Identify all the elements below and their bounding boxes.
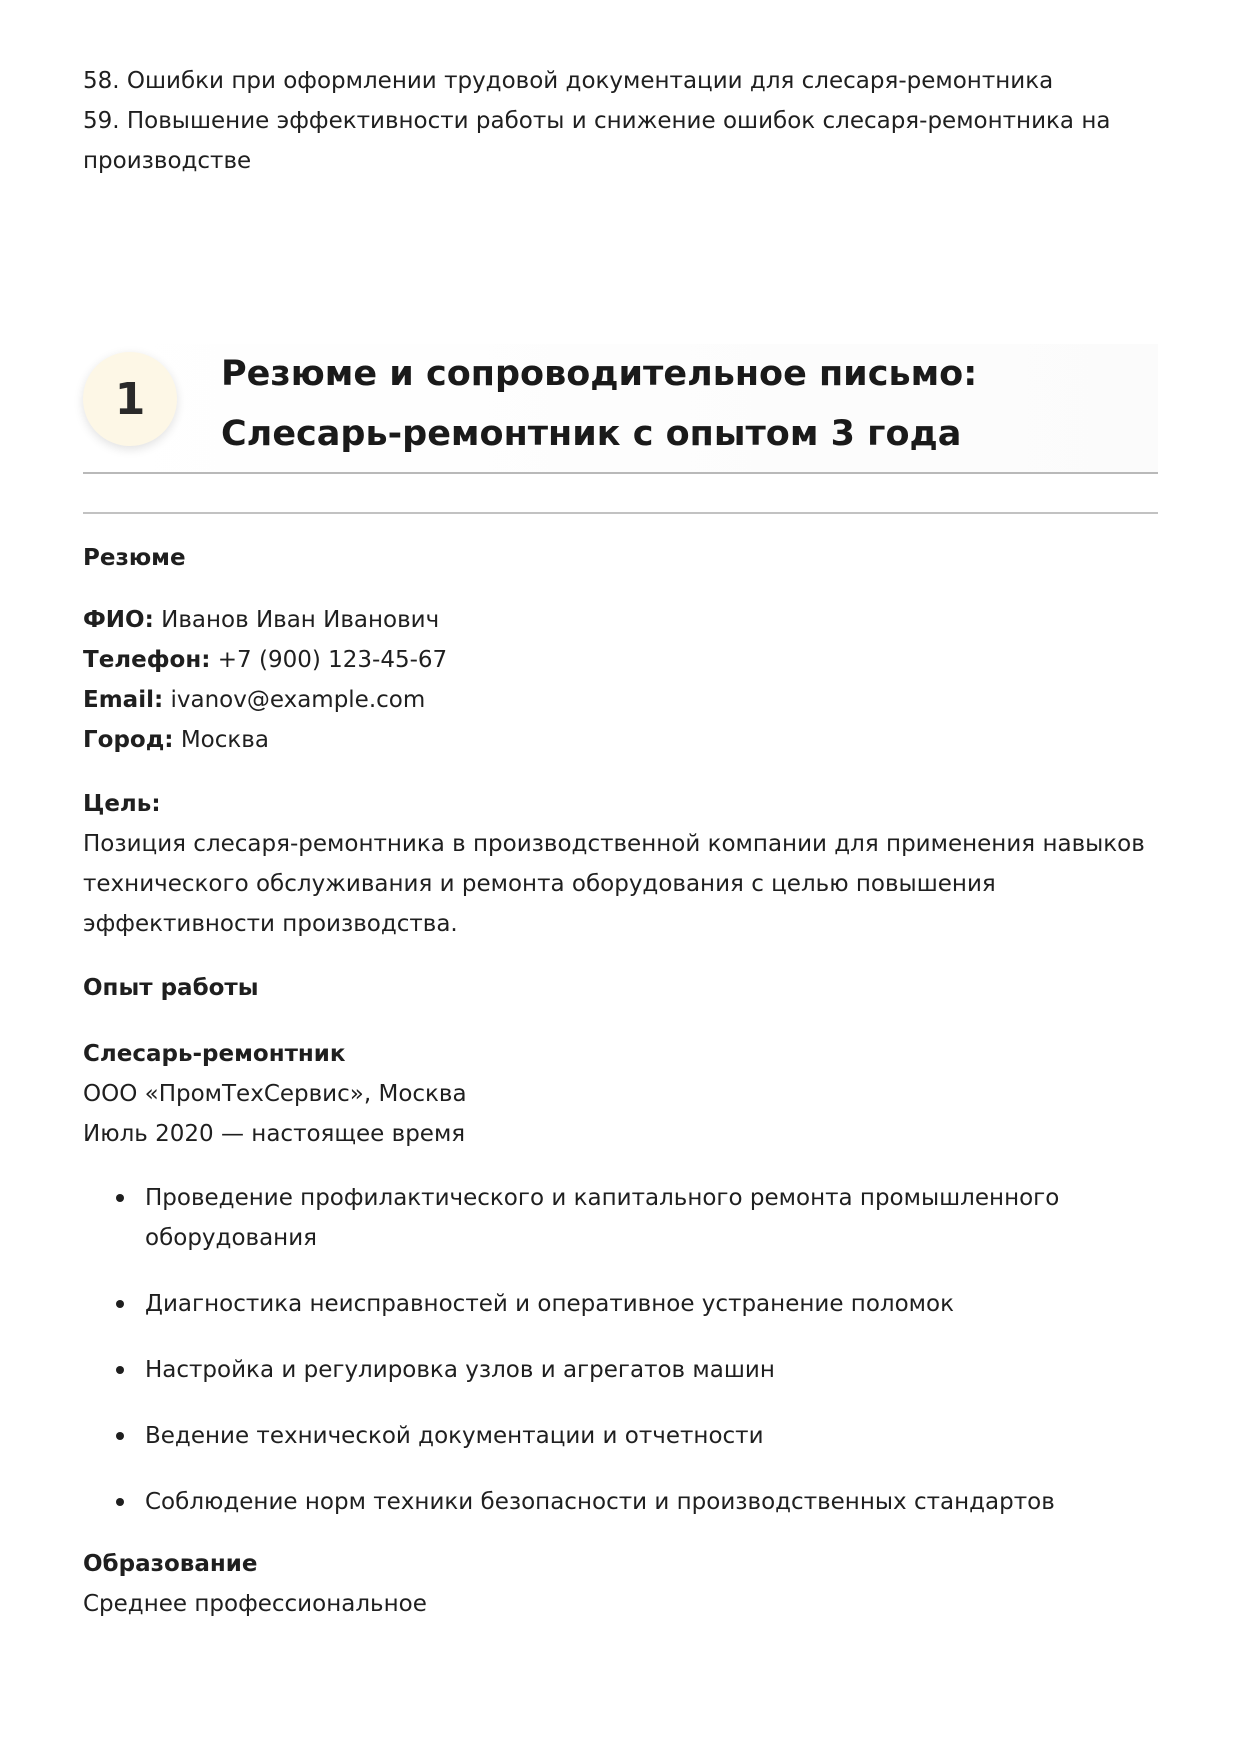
- bullet-icon: [116, 1194, 124, 1202]
- job-company: ООО «ПромТехСервис», Москва: [83, 1081, 467, 1107]
- bullet-icon: [116, 1432, 124, 1440]
- duty-text: Диагностика неисправностей и оперативное устранение поломок: [145, 1291, 954, 1317]
- goal-text: Позиция слесаря-ремонтника в производственной компании для применения навыков технического обслуживания и ремонта оборудования с целью повышения эффективности производства.: [83, 831, 1145, 937]
- bullet-icon: [116, 1366, 124, 1374]
- duty-text: Проведение профилактического и капитального ремонта промышленного оборудования: [145, 1185, 1060, 1251]
- contact-label: ФИО:: [83, 607, 154, 633]
- contact-value: Москва: [180, 727, 269, 753]
- duty-text: Настройка и регулировка узлов и агрегатов машин: [145, 1357, 775, 1383]
- list-item: [145, 1350, 1158, 1390]
- list-item: [145, 1416, 1158, 1456]
- contact-row-city: [83, 720, 1158, 760]
- job-title: Слесарь-ремонтник: [83, 1041, 346, 1067]
- experience-heading: Опыт работы: [83, 975, 259, 1001]
- section-divider: [83, 512, 1158, 514]
- contact-block: [83, 600, 1158, 760]
- contact-label: Телефон:: [83, 647, 211, 673]
- toc-item[interactable]: 59. Повышение эффективности работы и снижение ошибок слесаря-ремонтника на производстве: [83, 108, 1111, 174]
- goal-label: Цель:: [83, 791, 161, 817]
- bullet-icon: [116, 1300, 124, 1308]
- contact-value: Иванов Иван Иванович: [161, 607, 440, 633]
- section-title: Резюме и сопроводительное письмо: Слесарь-ремонтник с опытом 3 года: [221, 354, 978, 454]
- list-item: [145, 1482, 1158, 1522]
- duty-text: Соблюдение норм техники безопасности и производственных стандартов: [145, 1489, 1055, 1515]
- duties-list: [83, 1178, 1158, 1522]
- document-page: [83, 0, 1158, 1624]
- contact-row-name: [83, 600, 1158, 640]
- section-header: [83, 344, 1158, 474]
- contact-label: Email:: [83, 687, 164, 713]
- contact-value: +7 (900) 123-45-67: [217, 647, 448, 673]
- bullet-icon: [116, 1498, 124, 1506]
- job-block: [83, 1034, 1158, 1154]
- list-item: [145, 1178, 1158, 1258]
- section-number-badge: 1: [83, 352, 177, 446]
- job-period: Июль 2020 — настоящее время: [83, 1121, 466, 1147]
- education-text: Среднее профессиональное: [83, 1591, 427, 1617]
- list-item: [145, 1284, 1158, 1324]
- toc-item[interactable]: 58. Ошибки при оформлении трудовой документации для слесаря-ремонтника: [83, 68, 1054, 94]
- education-heading: Образование: [83, 1551, 258, 1577]
- goal-block: [83, 784, 1158, 944]
- contact-row-phone: [83, 640, 1158, 680]
- contact-label: Город:: [83, 727, 174, 753]
- duty-text: Ведение технической документации и отчетности: [145, 1423, 764, 1449]
- contact-value: ivanov@example.com: [170, 687, 426, 713]
- table-of-contents: [83, 61, 1158, 181]
- resume-content: [83, 538, 1158, 1624]
- contact-row-email: [83, 680, 1158, 720]
- resume-heading: Резюме: [83, 545, 186, 571]
